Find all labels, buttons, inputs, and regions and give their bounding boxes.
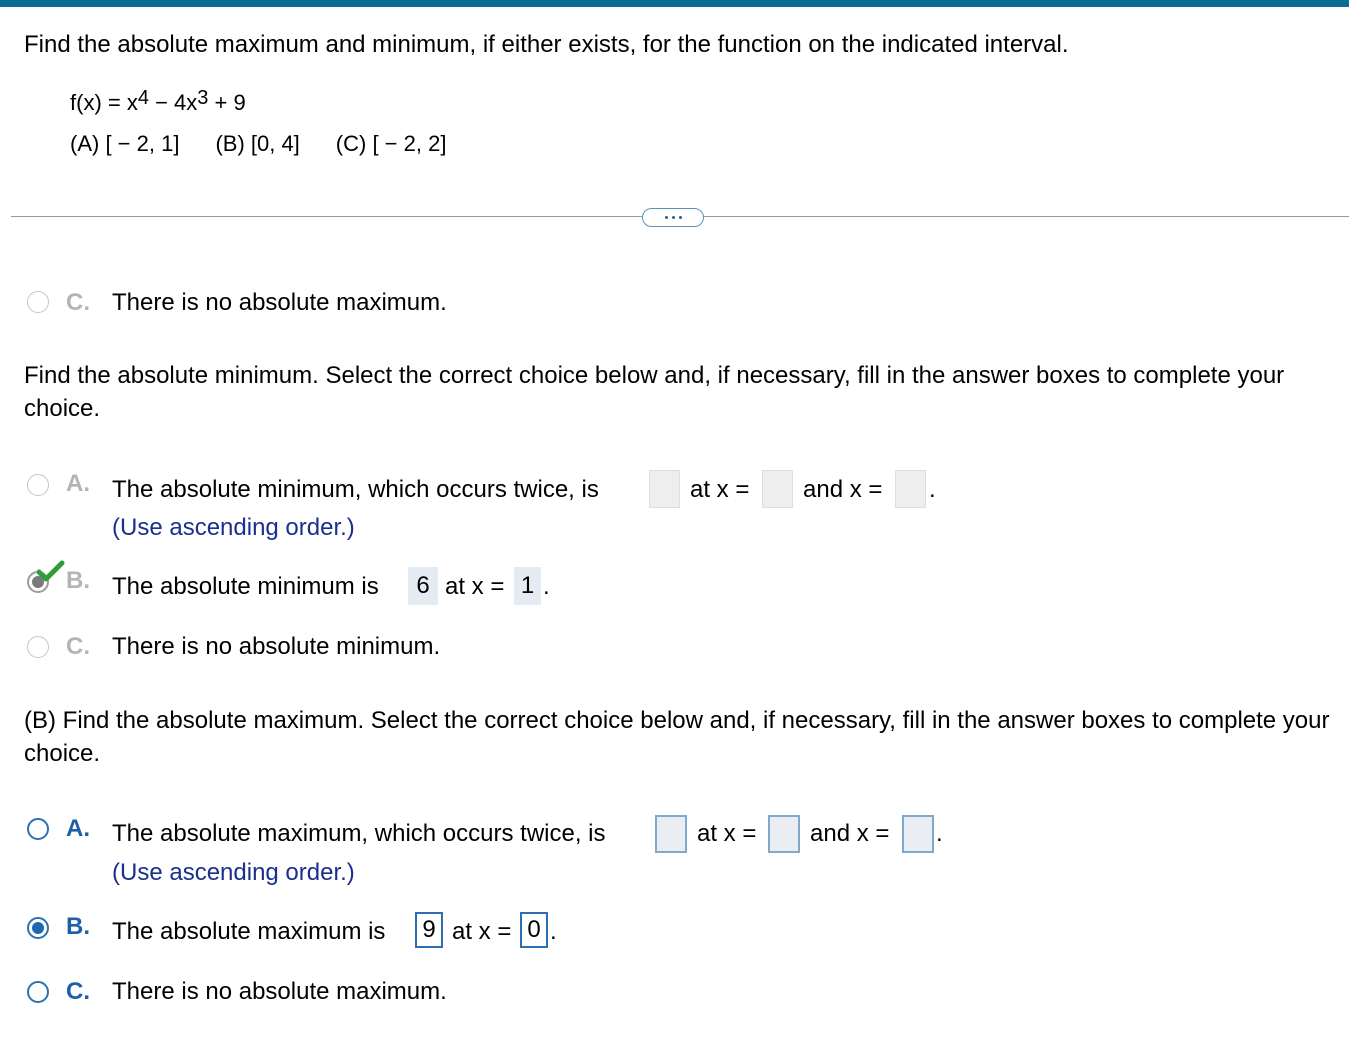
min-option-c-text: There is no absolute minimum. [112,633,441,660]
max-b-b-period: . [550,918,557,945]
function-lhs: f(x) = x [70,90,138,115]
interval-a: (A) [ − 2, 1] [70,131,180,156]
exponent-4: 4 [137,87,149,109]
max-b-option-b-text: The absolute maximum is [112,918,386,945]
max-b-option-b-radio[interactable] [27,917,49,939]
min-option-b-letter: B. [66,567,90,594]
max-b-a-x1-input[interactable] [768,815,800,853]
max-b-option-c-radio[interactable] [27,981,49,1003]
min-a-at-x-label: at x = [690,476,750,503]
min-option-a-letter: A. [66,470,90,497]
min-b-value-box: 6 [408,567,438,605]
max-b-a-at-x-label: at x = [697,820,757,847]
max-b-option-b-letter: B. [66,913,90,940]
max-a-option-c-text: There is no absolute maximum. [112,289,447,316]
min-a-value-box[interactable] [649,470,680,508]
max-b-a-x2-input[interactable] [902,815,934,853]
min-option-a-text: The absolute minimum, which occurs twice, is [112,476,599,503]
max-b-a-and-x-label: and x = [810,820,890,847]
min-a-period: . [929,476,936,503]
min-b-x-box: 1 [514,567,541,605]
question-prompt: Find the absolute maximum and minimum, if either exists, for the function on the indicated interval. [24,31,1069,58]
min-instruction: Find the absolute minimum. Select the correct choice below and, if necessary, fill in the answer boxes to complete your choice. [24,362,1285,422]
min-option-c-letter: C. [66,633,90,660]
dot-icon [672,216,675,219]
min-b-at-x-label: at x = [445,573,505,600]
max-b-b-value-input[interactable]: 9 [415,912,443,948]
min-a-x2-box[interactable] [895,470,926,508]
interval-c: (C) [ − 2, 2] [335,131,447,156]
min-a-x1-box[interactable] [762,470,793,508]
exponent-3: 3 [197,87,209,109]
max-a-option-c-radio[interactable] [27,291,49,313]
max-b-option-a-letter: A. [66,815,90,842]
min-option-b-text: The absolute minimum is [112,573,379,600]
function-mid: − 4x [148,90,198,115]
min-a-and-x-label: and x = [803,476,883,503]
max-b-a-period: . [936,820,943,847]
max-b-option-c-letter: C. [66,978,90,1005]
min-a-hint: (Use ascending order.) [112,514,355,541]
max-b-option-a-radio[interactable] [27,818,49,840]
max-b-option-c-text: There is no absolute maximum. [112,978,447,1005]
interval-b: (B) [0, 4] [215,131,300,156]
max-b-b-at-x-label: at x = [452,918,512,945]
top-accent-bar [0,0,1349,7]
max-b-a-hint: (Use ascending order.) [112,859,355,886]
max-b-option-a-text: The absolute maximum, which occurs twice, is [112,820,606,847]
interval-list [70,131,482,157]
max-b-a-value-input[interactable] [655,815,687,853]
max-b-b-x-input[interactable]: 0 [520,912,548,948]
dot-icon [679,216,682,219]
dot-icon [665,216,668,219]
function-rhs: + 9 [214,90,246,115]
min-option-a-radio[interactable] [27,474,49,496]
function-expression [70,87,246,116]
correct-checkmark-icon [37,560,65,584]
min-b-period: . [543,573,550,600]
min-option-c-radio[interactable] [27,636,49,658]
show-more-button[interactable] [642,208,704,227]
max-a-option-c-letter: C. [66,289,90,316]
max-b-instruction: (B) Find the absolute maximum. Select the correct choice below and, if necessary, fill in the answer boxes to complete your choice. [24,707,1330,767]
